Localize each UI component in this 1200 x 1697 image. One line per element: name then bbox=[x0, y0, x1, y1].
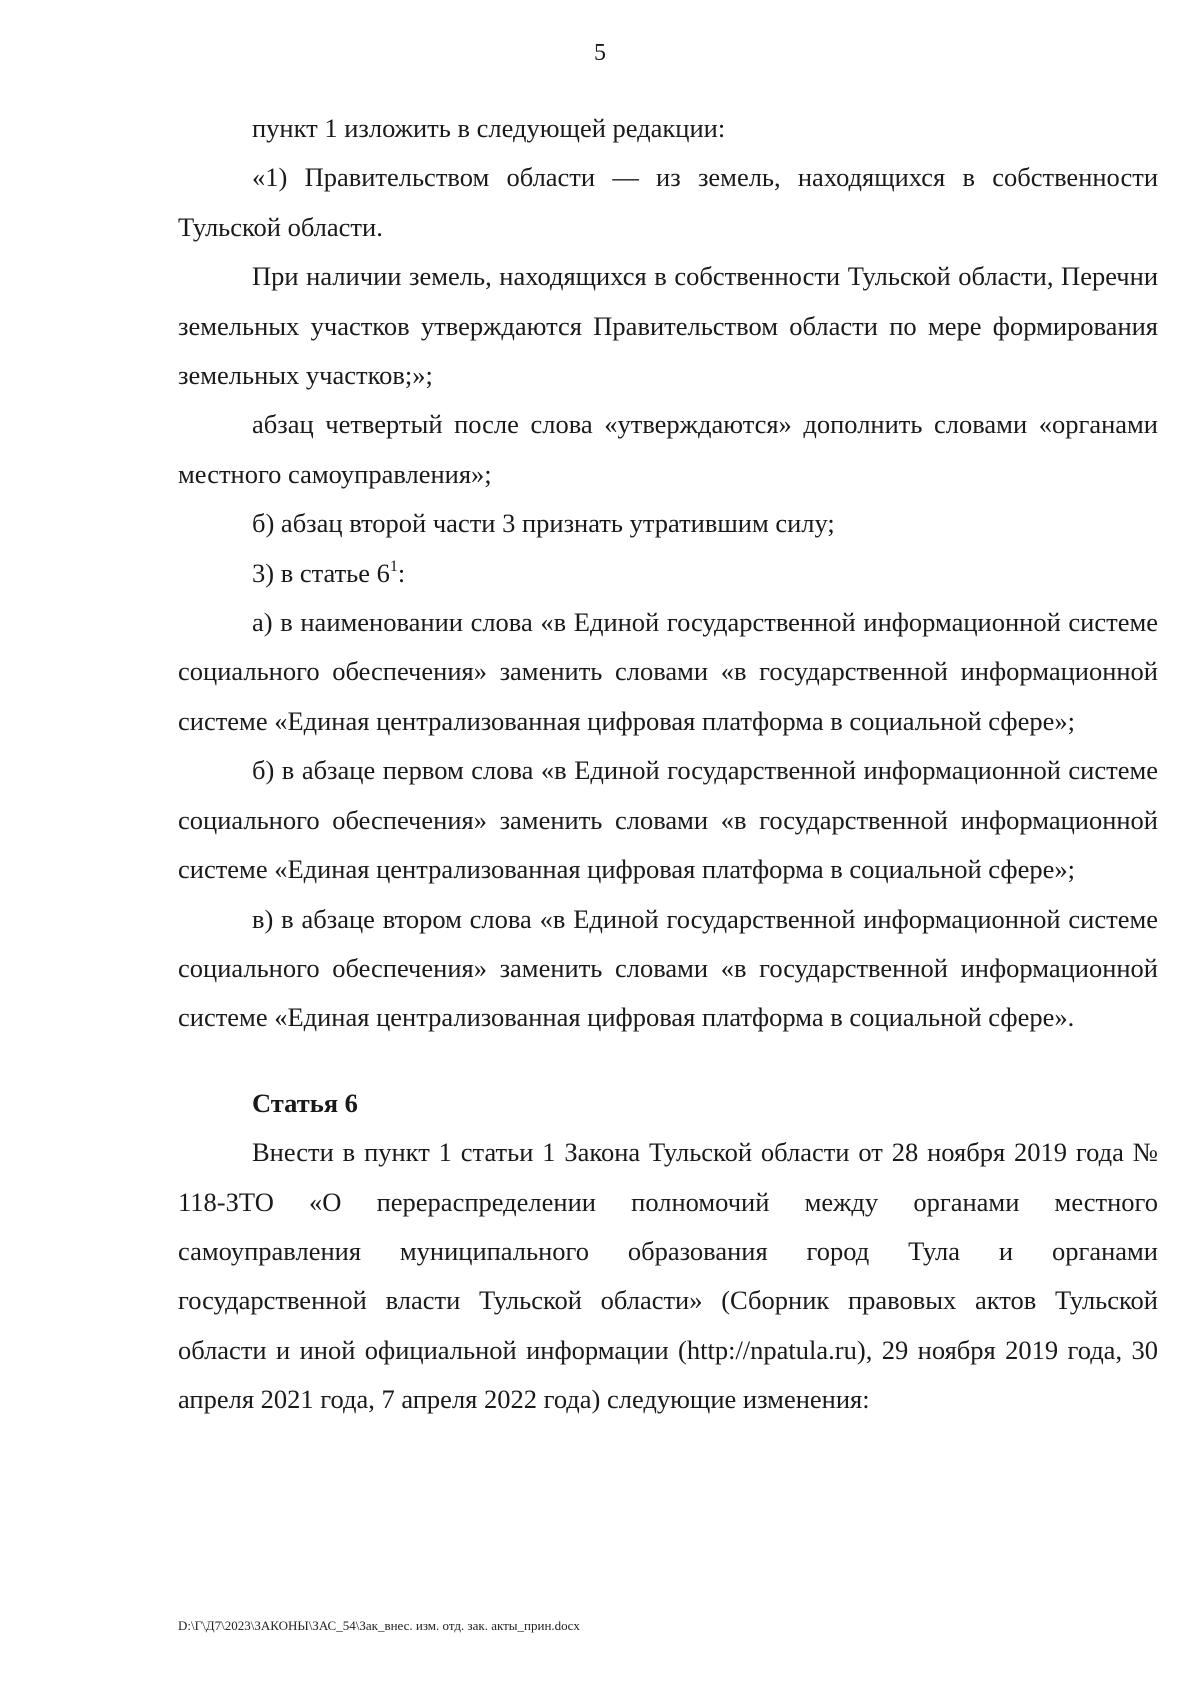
paragraph: При наличии земель, находящихся в собственности Тульской области, Перечни земельных участков утверждаются Правительством области по мере формирования земельных участков;»; bbox=[178, 261, 1158, 391]
document-body bbox=[178, 104, 1158, 1425]
paragraph: а) в наименовании слова «в Единой государственной информационной системе социального обеспечения» заменить словами «в государственной информационной системе «Единая централизованная цифровая платформа в социальной сфере»; bbox=[178, 607, 1158, 736]
paragraph: абзац четвертый после слова «утверждаются» дополнить словами «органами местного самоуправления»; bbox=[178, 409, 1158, 489]
item-3-text: 3) в статье 6 bbox=[252, 557, 390, 588]
paragraph: пункт 1 изложить в следующей редакции: bbox=[252, 113, 726, 143]
superscript: 1 bbox=[389, 557, 398, 575]
paragraph: б) в абзаце первом слова «в Единой государственной информационной системе социального обеспечения» заменить словами «в государственной информационной системе «Единая централизованная цифровая платформа в социальной сфере»; bbox=[178, 755, 1158, 885]
section-spacer bbox=[178, 1043, 1158, 1079]
page-number: 5 bbox=[594, 40, 606, 66]
footer-file-path: D:\Г\Д7\2023\ЗАКОНЫ\ЗАС_54\Зак_внес. изм. отд. зак. акты_прин.docx bbox=[178, 1618, 580, 1633]
item-3-colon: : bbox=[397, 557, 406, 588]
article-heading: Статья 6 bbox=[252, 1087, 358, 1118]
item-3-paragraph bbox=[178, 549, 1158, 598]
paragraph: б) абзац второй части 3 признать утратившим силу; bbox=[252, 508, 835, 539]
paragraph: «1) Правительством области — из земель, находящихся в собственности Тульской области. bbox=[178, 162, 1158, 242]
article-paragraph: Внести в пункт 1 статьи 1 Закона Тульской области от 28 ноября 2019 года № 118-ЗТО «О перераспределении полномочий между органами местного самоуправления муниципального образования город Тула и органами государственной власти Тульской области» (Сборник правовых актов Тульской области и иной официальной информации (http://npatula.ru), 29 ноября 2019 года, 30 апреля 2021 года, 7 апреля 2022 года) следующие изменения: bbox=[178, 1137, 1158, 1415]
paragraph: в) в абзаце втором слова «в Единой государственной информационной системе социального обеспечения» заменить словами «в государственной информационной системе «Единая централизованная цифровая платформа в социальной сфере». bbox=[178, 903, 1158, 1033]
